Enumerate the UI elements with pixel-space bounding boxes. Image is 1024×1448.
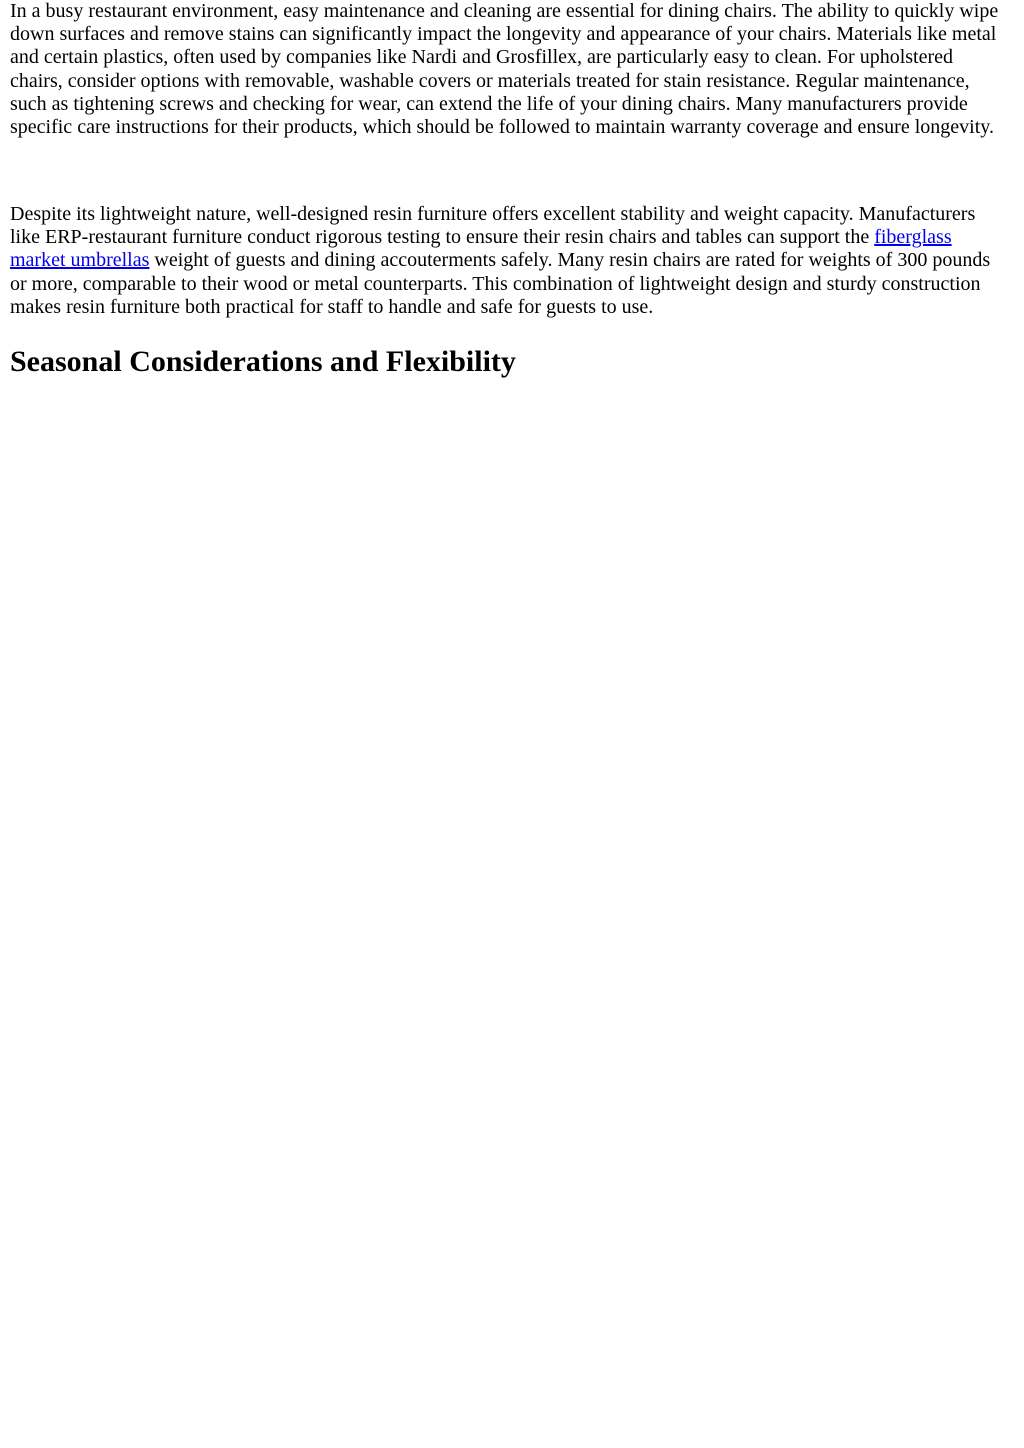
paragraph-text-before-link: Despite its lightweight nature, well-designed resin furniture offers excellent stability and weight capacity. Manufacturers like ERP-restaurant furniture conduct rigorous testing to ensure their resin chairs and tables can support the [10, 203, 976, 249]
paragraph-resin-stability [10, 203, 1010, 319]
fiberglass-umbrellas-link[interactable]: fiberglass market umbrellas [10, 226, 952, 272]
paragraph-text-after-link: weight of guests and dining accouterments safely. Many resin chairs are rated for weights of 300 pounds or more, comparable to their wood or metal counterparts. This combination of lightweight design and sturdy construction makes resin furniture both practical for staff to handle and safe for guests to use. [10, 249, 991, 318]
paragraph-maintenance: In a busy restaurant environment, easy maintenance and cleaning are essential for dining chairs. The ability to quickly wipe down surfaces and remove stains can significantly impact the longevity and appearance of your chairs. Materials like metal and certain plastics, often used by companies like Nardi and Grosfillex, are particularly easy to clean. For upholstered chairs, consider options with removable, washable covers or materials treated for stain resistance. Regular maintenance, such as tightening screws and checking for wear, can extend the life of your dining chairs. Many manufacturers provide specific care instructions for their products, which should be followed to maintain warranty coverage and ensure longevity. [10, 0, 999, 139]
section-heading: Seasonal Considerations and Flexibility [10, 345, 516, 378]
